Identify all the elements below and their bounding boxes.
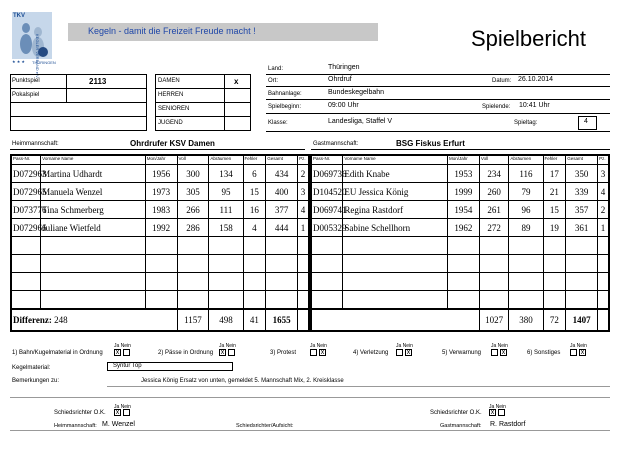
abr-cell: 79 <box>509 183 543 201</box>
check-verletzung-nein[interactable]: x <box>406 349 411 356</box>
pz-cell: 2 <box>598 201 609 219</box>
check-verwarnung-label: 5) Verwarnung <box>442 350 482 356</box>
name-cell: Regina Rastdorf <box>343 201 448 219</box>
home-table <box>10 154 310 332</box>
guest-team-name: BSG Fiskus Erfurt <box>396 139 465 148</box>
bemerkungen-value: Jessica König Ersatz von unten, gemeldet 5. Mannschaft Mix, 2. Kreisklasse <box>141 378 344 384</box>
name-cell: Edith Knabe <box>343 165 448 183</box>
ort-value: Ohrdruf <box>328 76 352 83</box>
pass-cell: D072966 <box>11 219 41 237</box>
home-table-header <box>11 155 309 165</box>
diff-value: 248 <box>54 315 68 325</box>
category-damen-label: DAMEN <box>158 78 180 84</box>
pz-cell: 4 <box>298 201 309 219</box>
check-sonstiges-label: 6) Sonstiges <box>527 350 561 356</box>
gesamt-cell: 377 <box>266 201 298 219</box>
check-protest-label: 3) Protest <box>270 350 297 356</box>
bemerkungen-label: Bemerkungen zu: <box>12 378 60 384</box>
voll-cell: 234 <box>479 165 509 183</box>
pass-cell: D069741 <box>311 201 343 219</box>
punktspiel-label: Punktspiel <box>12 78 40 84</box>
check-bahn-ja[interactable]: x <box>115 349 120 356</box>
col-fehler: Fehler <box>243 155 266 165</box>
guest-table <box>310 154 610 332</box>
home-total-voll: 1157 <box>177 309 209 331</box>
col-pz: Pz. <box>298 155 309 165</box>
bahnanlage-label: Bahnanlage: <box>268 91 302 97</box>
year-cell: 1953 <box>447 165 479 183</box>
logo-stars: ★ ★ ★ <box>12 59 25 64</box>
gesamt-cell: 361 <box>566 219 598 237</box>
pz-cell: 3 <box>298 183 309 201</box>
ort-label: Ort: <box>268 78 278 84</box>
name-cell: Martina Udhardt <box>41 165 146 183</box>
logo-letters: TKV <box>13 13 25 19</box>
home-team-name: Ohrdrufer KSV Damen <box>130 139 215 148</box>
pz-cell: 2 <box>298 165 309 183</box>
category-herren-label: HERREN <box>158 92 184 98</box>
empty-row <box>11 291 309 310</box>
fehler-cell: 16 <box>243 201 266 219</box>
category-senioren-label: SENIOREN <box>158 106 190 112</box>
home-total-gesamt: 1655 <box>266 309 298 331</box>
empty-row <box>11 255 309 273</box>
gast-signature: R. Rastdorf <box>490 421 526 428</box>
sig-ok-label-left: Schiedsrichter O.K. <box>54 410 106 416</box>
col-name: Vorname Name <box>41 155 146 165</box>
year-cell: 1999 <box>447 183 479 201</box>
datum-value: 26.10.2014 <box>518 76 554 83</box>
pass-cell: D005329 <box>311 219 343 237</box>
pz-cell: 3 <box>598 165 609 183</box>
check-paesse-ja[interactable]: x <box>220 349 225 356</box>
col-name: Vorname Name <box>343 155 448 165</box>
sig-ok-right-ja[interactable]: x <box>490 409 495 416</box>
name-cell: Juliane Wietfeld <box>41 219 146 237</box>
land-label: Land: <box>268 66 284 72</box>
check-protest-nein[interactable]: x <box>320 349 325 356</box>
check-sonstiges-ja[interactable] <box>570 349 577 356</box>
fehler-cell: 6 <box>243 165 266 183</box>
guest-team-label: Gastmannschaft: <box>313 141 359 147</box>
abr-cell: 96 <box>509 201 543 219</box>
ja-nein-header: Ja Nein <box>491 343 508 349</box>
diff-label: Differenz: <box>13 315 52 325</box>
spielende-value: 10:41 Uhr <box>519 102 550 109</box>
year-cell: 1962 <box>447 219 479 237</box>
pass-cell: D072965 <box>11 183 41 201</box>
voll-cell: 261 <box>479 201 509 219</box>
check-verletzung-ja[interactable] <box>396 349 403 356</box>
col-gesamt: Gesamt <box>266 155 298 165</box>
sig-ok-right-nein[interactable] <box>498 409 505 416</box>
empty-row <box>311 237 609 255</box>
check-verwarnung-ja[interactable] <box>491 349 498 356</box>
spieltag-value: 4 <box>584 118 588 125</box>
sig-ja-nein-right: Ja Nein <box>489 404 506 410</box>
home-total-fehler: 41 <box>243 309 266 331</box>
home-totals-row <box>11 309 309 331</box>
check-paesse-label: 2) Pässe in Ordnung <box>158 350 214 356</box>
table-row <box>311 165 609 183</box>
guest-totals-row <box>311 309 609 331</box>
klasse-label: Klasse: <box>268 120 288 126</box>
logo-bottom-text: THÜRINGEN <box>32 60 56 65</box>
spielende-label: Spielende: <box>482 104 511 110</box>
check-paesse-nein[interactable] <box>228 349 235 356</box>
ja-nein-header: Ja Nein <box>570 343 587 349</box>
empty-row <box>11 273 309 291</box>
table-row <box>311 183 609 201</box>
abr-cell: 134 <box>209 165 243 183</box>
spielbeginn-label: Spielbeginn: <box>268 104 302 110</box>
pokalspiel-label: Pokalspiel <box>12 92 40 98</box>
gesamt-cell: 434 <box>266 165 298 183</box>
fehler-cell: 19 <box>543 219 566 237</box>
gast-signature-label: Gastmannschaft: <box>440 423 482 429</box>
year-cell: 1983 <box>145 201 177 219</box>
spieltag-label: Spieltag: <box>514 120 538 126</box>
col-gesamt: Gesamt <box>566 155 598 165</box>
guest-total-voll: 1027 <box>479 309 509 331</box>
col-voll: Voll <box>177 155 209 165</box>
category-jugend-label: JUGEND <box>158 120 183 126</box>
kegelmaterial-label: Kegelmaterial: <box>12 365 51 371</box>
table-row <box>11 183 309 201</box>
col-abr: Abräumen <box>509 155 543 165</box>
col-pass: Pass-Nr. <box>311 155 343 165</box>
klasse-value: Landesliga, Staffel V <box>328 118 393 125</box>
check-sonstiges-nein[interactable]: x <box>580 349 585 356</box>
fehler-cell: 15 <box>243 183 266 201</box>
category-damen-mark[interactable]: x <box>234 77 239 86</box>
slogan-text: Kegeln - damit die Freizeit Freude macht ! <box>88 26 256 36</box>
gesamt-cell: 357 <box>566 201 598 219</box>
fehler-cell: 17 <box>543 165 566 183</box>
year-cell: 1956 <box>145 165 177 183</box>
home-team-label: Heimmannschaft: <box>12 141 59 147</box>
table-row <box>311 201 609 219</box>
bahnanlage-value: Bundeskegelbahn <box>328 89 385 96</box>
name-cell: Sabine Schellhorn <box>343 219 448 237</box>
year-cell: 1992 <box>145 219 177 237</box>
gesamt-cell: 400 <box>266 183 298 201</box>
page-title: Spielbericht <box>471 26 586 51</box>
heim-signature: M. Wenzel <box>102 421 135 428</box>
guest-table-header <box>311 155 609 165</box>
check-bahn-label: 1) Bahn/Kugelmaterial in Ordnung <box>12 350 103 356</box>
heim-signature-label: Heimmannschaft: <box>54 423 97 429</box>
check-verletzung-label: 4) Verletzung <box>353 350 389 356</box>
gesamt-cell: 444 <box>266 219 298 237</box>
table-row <box>11 165 309 183</box>
land-value: Thüringen <box>328 64 360 71</box>
voll-cell: 305 <box>177 183 209 201</box>
gesamt-cell: 339 <box>566 183 598 201</box>
logo-side-text: KEGLER VERBAND e.V. <box>35 34 40 79</box>
fehler-cell: 15 <box>543 201 566 219</box>
kegelmaterial-box <box>107 362 233 371</box>
table-row <box>311 219 609 237</box>
name-cell: EU Jessica König <box>343 183 448 201</box>
empty-row <box>311 291 609 310</box>
check-protest-ja[interactable] <box>310 349 317 356</box>
empty-row <box>11 237 309 255</box>
gesamt-cell: 350 <box>566 165 598 183</box>
pass-cell: D069736 <box>311 165 343 183</box>
sig-ok-left-nein[interactable] <box>123 409 130 416</box>
spielbeginn-value: 09:00 Uhr <box>328 102 359 109</box>
fehler-cell: 21 <box>543 183 566 201</box>
empty-row <box>311 255 609 273</box>
abr-cell: 116 <box>509 165 543 183</box>
table-row <box>11 201 309 219</box>
pass-cell: D104520 <box>311 183 343 201</box>
pz-cell: 1 <box>298 219 309 237</box>
voll-cell: 286 <box>177 219 209 237</box>
col-pass: Pass-Nr. <box>11 155 41 165</box>
year-cell: 1954 <box>447 201 479 219</box>
fehler-cell: 4 <box>243 219 266 237</box>
pass-cell: D073776 <box>11 201 41 219</box>
pz-cell: 4 <box>598 183 609 201</box>
empty-row <box>311 273 609 291</box>
abr-cell: 95 <box>209 183 243 201</box>
guest-total-gesamt: 1407 <box>566 309 598 331</box>
table-row <box>11 219 309 237</box>
voll-cell: 260 <box>479 183 509 201</box>
guest-total-fehler: 72 <box>543 309 566 331</box>
sig-ok-label-right: Schiedsrichter O.K. <box>430 410 482 416</box>
logo <box>12 12 64 79</box>
col-year: Mon/Jahr <box>145 155 177 165</box>
datum-label: Datum: <box>492 78 512 84</box>
aufsicht-signature-label: Schiedsrichter/Aufsicht: <box>236 423 294 429</box>
guest-total-abr: 380 <box>509 309 543 331</box>
pass-cell: D072963 <box>11 165 41 183</box>
slogan-banner <box>68 23 378 41</box>
kegelmaterial-value: Syntur Top <box>113 363 142 369</box>
voll-cell: 266 <box>177 201 209 219</box>
col-pz: Pz. <box>598 155 609 165</box>
check-verwarnung-nein[interactable]: x <box>501 349 506 356</box>
abr-cell: 111 <box>209 201 243 219</box>
voll-cell: 272 <box>479 219 509 237</box>
ja-nein-header: Ja Nein <box>310 343 327 349</box>
col-year: Mon/Jahr <box>447 155 479 165</box>
ja-nein-header: Ja Nein <box>114 343 131 349</box>
name-cell: Tina Schmerberg <box>41 201 146 219</box>
home-total-abr: 498 <box>209 309 243 331</box>
ja-nein-header: Ja Nein <box>396 343 413 349</box>
sig-ok-left-ja[interactable]: x <box>115 409 120 416</box>
ja-nein-header: Ja Nein <box>219 343 236 349</box>
sig-ja-nein-left: Ja Nein <box>114 404 131 410</box>
col-abr: Abräumen <box>209 155 243 165</box>
col-fehler: Fehler <box>543 155 566 165</box>
year-cell: 1973 <box>145 183 177 201</box>
voll-cell: 300 <box>177 165 209 183</box>
name-cell: Manuela Wenzel <box>41 183 146 201</box>
abr-cell: 89 <box>509 219 543 237</box>
punktspiel-value: 2113 <box>89 77 107 86</box>
col-voll: Voll <box>479 155 509 165</box>
check-bahn-nein[interactable] <box>123 349 130 356</box>
bowling-pins-icon <box>16 20 50 58</box>
abr-cell: 158 <box>209 219 243 237</box>
pz-cell: 1 <box>598 219 609 237</box>
